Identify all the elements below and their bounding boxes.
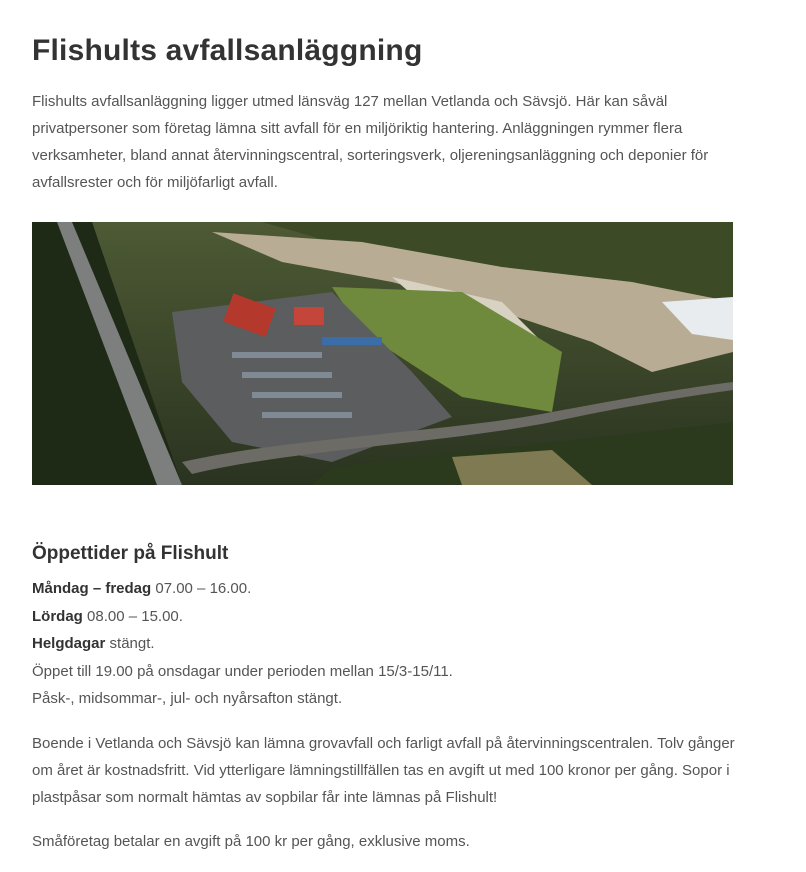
holidays-line [32,630,453,658]
holidays-label: Helgdagar [32,635,106,652]
residents-paragraph: Boende i Vetlanda och Sävsjö kan lämna grovavfall och farligt avfall på återvinningscentralen. Tolv gånger om året är kostnadsfritt. Vid ytterligare lämningstillfällen tas en avgift ut med 100 kronor per gång. Sopor i plastpåsar som normalt hämtas av sopbilar får inte lämnas på Flishult! [32,735,735,806]
saturday-line [32,603,453,631]
weekdays-value: 07.00 – 16.00. [151,580,252,597]
page-title: Flishults avfallsanläggning [32,34,423,67]
saturday-label: Lördag [32,607,83,625]
businesses-paragraph: Småföretag betalar en avgift på 100 kr per gång, exklusive moms. [32,833,470,850]
weekdays-line [32,575,453,603]
aerial-photo [32,222,733,485]
wednesday-note: Öppet till 19.00 på onsdagar under perioden mellan 15/3-15/11. [32,662,453,680]
closed-note: Påsk-, midsommar-, jul- och nyårsafton stängt. [32,690,343,707]
opening-hours [32,575,453,713]
holidays-value: stängt. [105,635,155,652]
opening-hours-heading: Öppettider på Flishult [32,543,229,564]
intro-paragraph: Flishults avfallsanläggning ligger utmed länsväg 127 mellan Vetlanda och Sävsjö. Här kan såväl privatpersoner som företag lämna sitt avfall för en miljöriktig hantering. Anläggningen rymmer flera verksamheter, bland annat återvinningscentral, sorteringsverk, oljereningsanläggning och deponier för avfallsrester och för miljöfarligt avfall. [32,93,709,191]
saturday-value: 08.00 – 15.00. [82,607,183,625]
weekdays-label: Måndag – fredag [32,580,152,597]
